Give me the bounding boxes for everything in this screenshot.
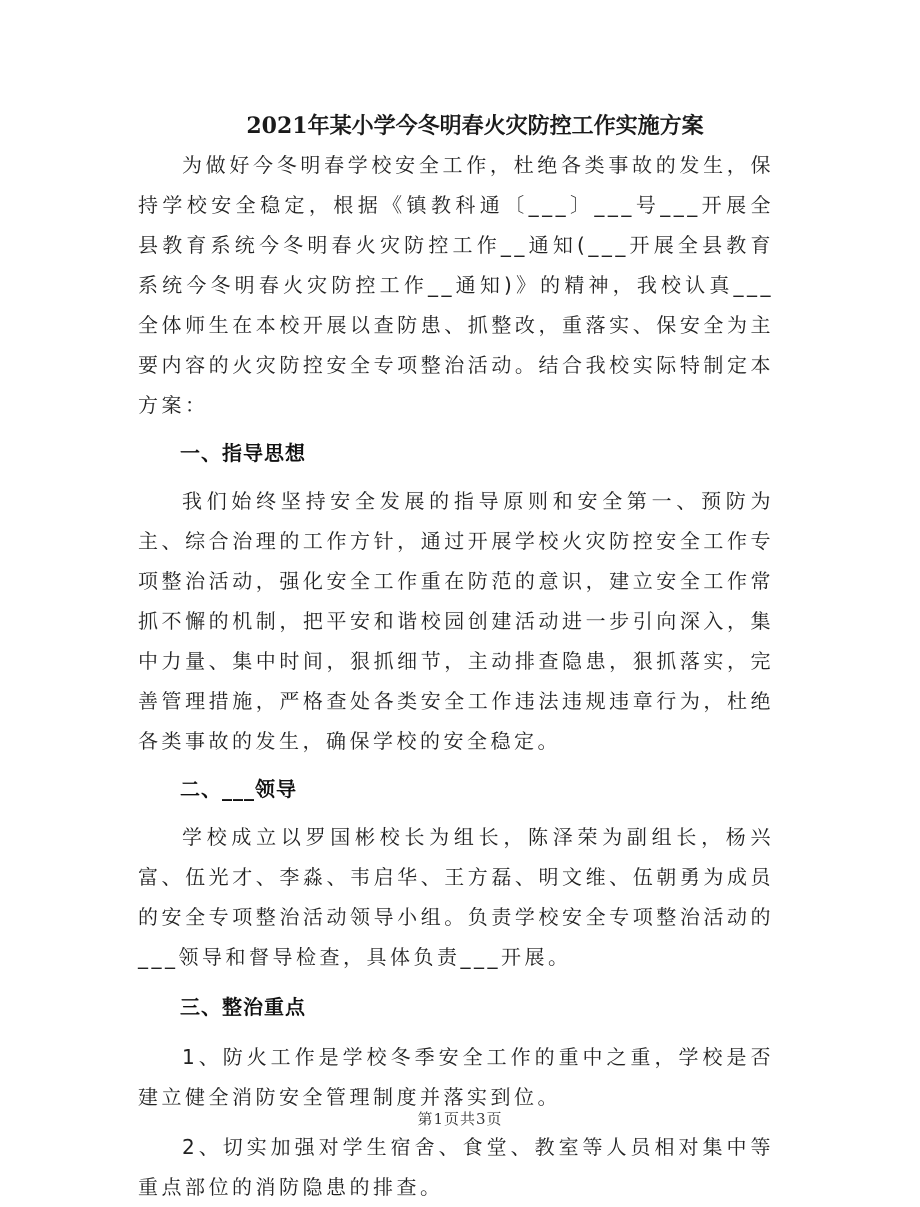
page-number: 第1页共3页 bbox=[417, 1110, 503, 1128]
list-item: 2、切实加强对学生宿舍、食堂、教室等人员相对集中等重点部位的消防隐患的排查。 bbox=[138, 1135, 774, 1199]
section-heading: 一、指导思想 bbox=[180, 441, 306, 465]
section-rectification-focus bbox=[138, 987, 774, 1207]
intro-paragraph: 为做好今冬明春学校安全工作，杜绝各类事故的发生，保持学校安全稳定，根据《镇教科通〔___〕___号___开展全县教育系统今冬明春火灾防控工作__通知(___开展全县教育系统今冬明春火灾防控工作__通知)》的精神，我校认真___全体师生在本校开展以查防患、抓整改，重落实、保安全为主要内容的火灾防控安全专项整治活动。结合我校实际特制定本方案： bbox=[138, 153, 774, 417]
section-leadership bbox=[138, 769, 774, 977]
document-body bbox=[138, 145, 774, 1207]
list-item: 1、防火工作是学校冬季安全工作的重中之重，学校是否建立健全消防安全管理制度并落实到位。 bbox=[138, 1045, 774, 1109]
section-guiding-ideology bbox=[138, 433, 774, 761]
document-title: 2021年某小学今冬明春火灾防控工作实施方案 bbox=[246, 113, 704, 139]
section-heading: 二、___领导 bbox=[180, 777, 297, 801]
section-heading: 三、整治重点 bbox=[180, 995, 306, 1019]
section-paragraph: 学校成立以罗国彬校长为组长，陈泽荣为副组长，杨兴富、伍光才、李淼、韦启华、王方磊、明文维、伍朝勇为成员的安全专项整治活动领导小组。负责学校安全专项整治活动的___领导和督导检查，具体负责___开展。 bbox=[138, 825, 774, 969]
section-paragraph: 我们始终坚持安全发展的指导原则和安全第一、预防为主、综合治理的工作方针，通过开展学校火灾防控安全工作专项整治活动，强化安全工作重在防范的意识，建立安全工作常抓不懈的机制，把平安和谐校园创建活动进一步引向深入，集中力量、集中时间，狠抓细节，主动排查隐患，狠抓落实，完善管理措施，严格查处各类安全工作违法违规违章行为，杜绝各类事故的发生，确保学校的安全稳定。 bbox=[138, 489, 774, 753]
